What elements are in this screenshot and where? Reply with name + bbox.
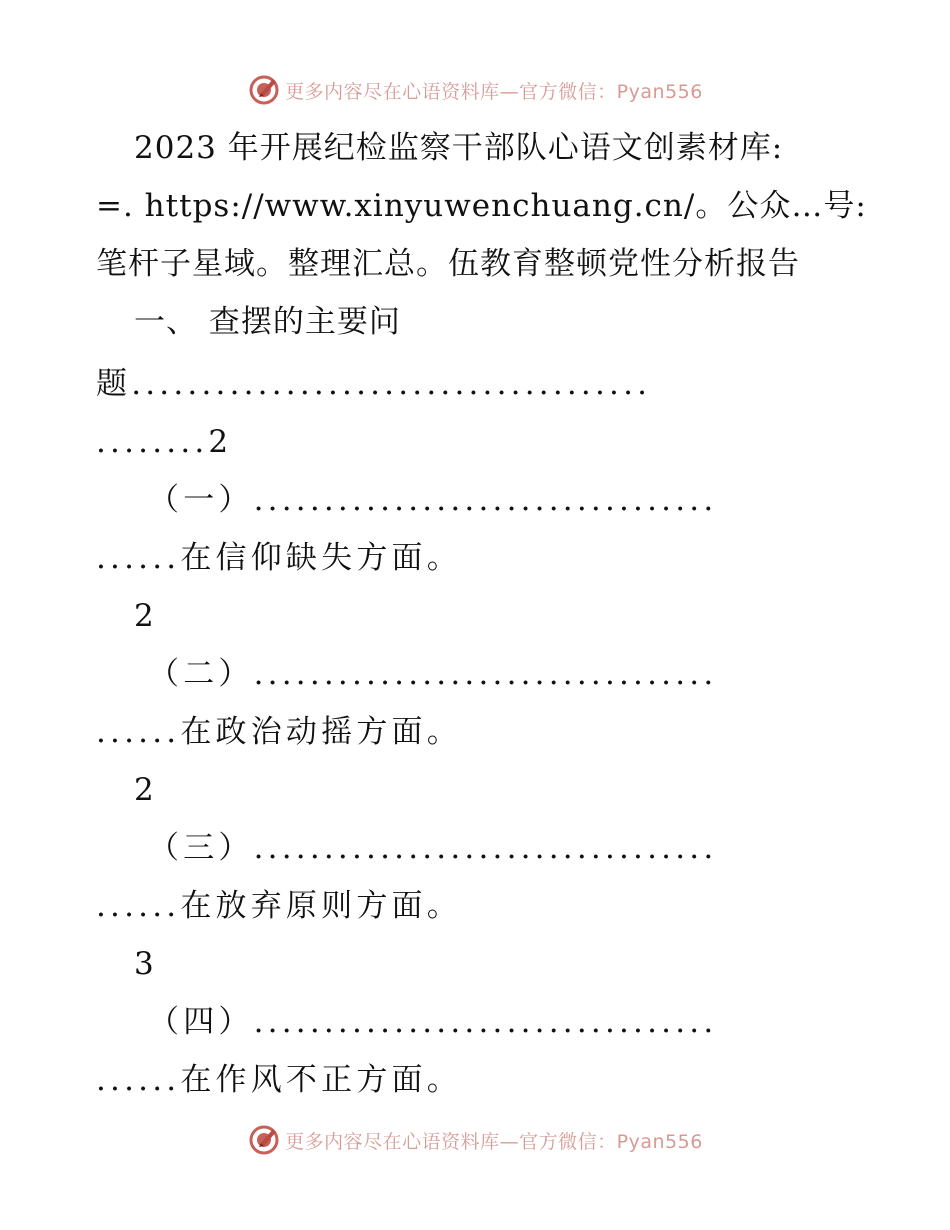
header-banner xyxy=(0,70,950,110)
toc-section-1-title: 一、 查摆的主要问 xyxy=(134,304,401,340)
footer-banner xyxy=(0,1120,950,1160)
toc-item-1-page: 2 xyxy=(134,598,155,634)
toc-section-1-page: ........2 xyxy=(96,424,233,460)
pen-logo-icon xyxy=(247,73,281,107)
toc-item-4-title: ......在作风不正方面。 xyxy=(96,1062,462,1098)
pen-logo-icon xyxy=(247,1123,281,1157)
toc-section-1-title-cont: 题..................................... xyxy=(96,366,652,402)
intro-line-1: 2023 年开展纪检监察干部队心语文创素材库: xyxy=(134,130,784,166)
toc-item-4-label: （四）................................. xyxy=(148,1004,718,1040)
toc-item-3-label: （三）................................. xyxy=(148,830,718,866)
toc-item-2-label: （二）................................. xyxy=(148,656,718,692)
toc-item-3-page: 3 xyxy=(134,946,155,982)
intro-line-3: 笔杆子星域。整理汇总。伍教育整顿党性分析报告 xyxy=(96,246,800,282)
toc-item-3-title: ......在放弃原则方面。 xyxy=(96,888,462,924)
header-banner-text: 更多内容尽在心语资料库—官方微信：Pyan556 xyxy=(285,80,703,103)
intro-line-2: =. https://www.xinyuwenchuang.cn/。公众…号: xyxy=(96,188,867,224)
toc-item-1-label: （一）................................. xyxy=(148,482,718,518)
footer-banner-text: 更多内容尽在心语资料库—官方微信：Pyan556 xyxy=(285,1130,703,1153)
toc-item-2-title: ......在政治动摇方面。 xyxy=(96,714,462,750)
toc-item-1-title: ......在信仰缺失方面。 xyxy=(96,540,462,576)
toc-item-2-page: 2 xyxy=(134,772,155,808)
